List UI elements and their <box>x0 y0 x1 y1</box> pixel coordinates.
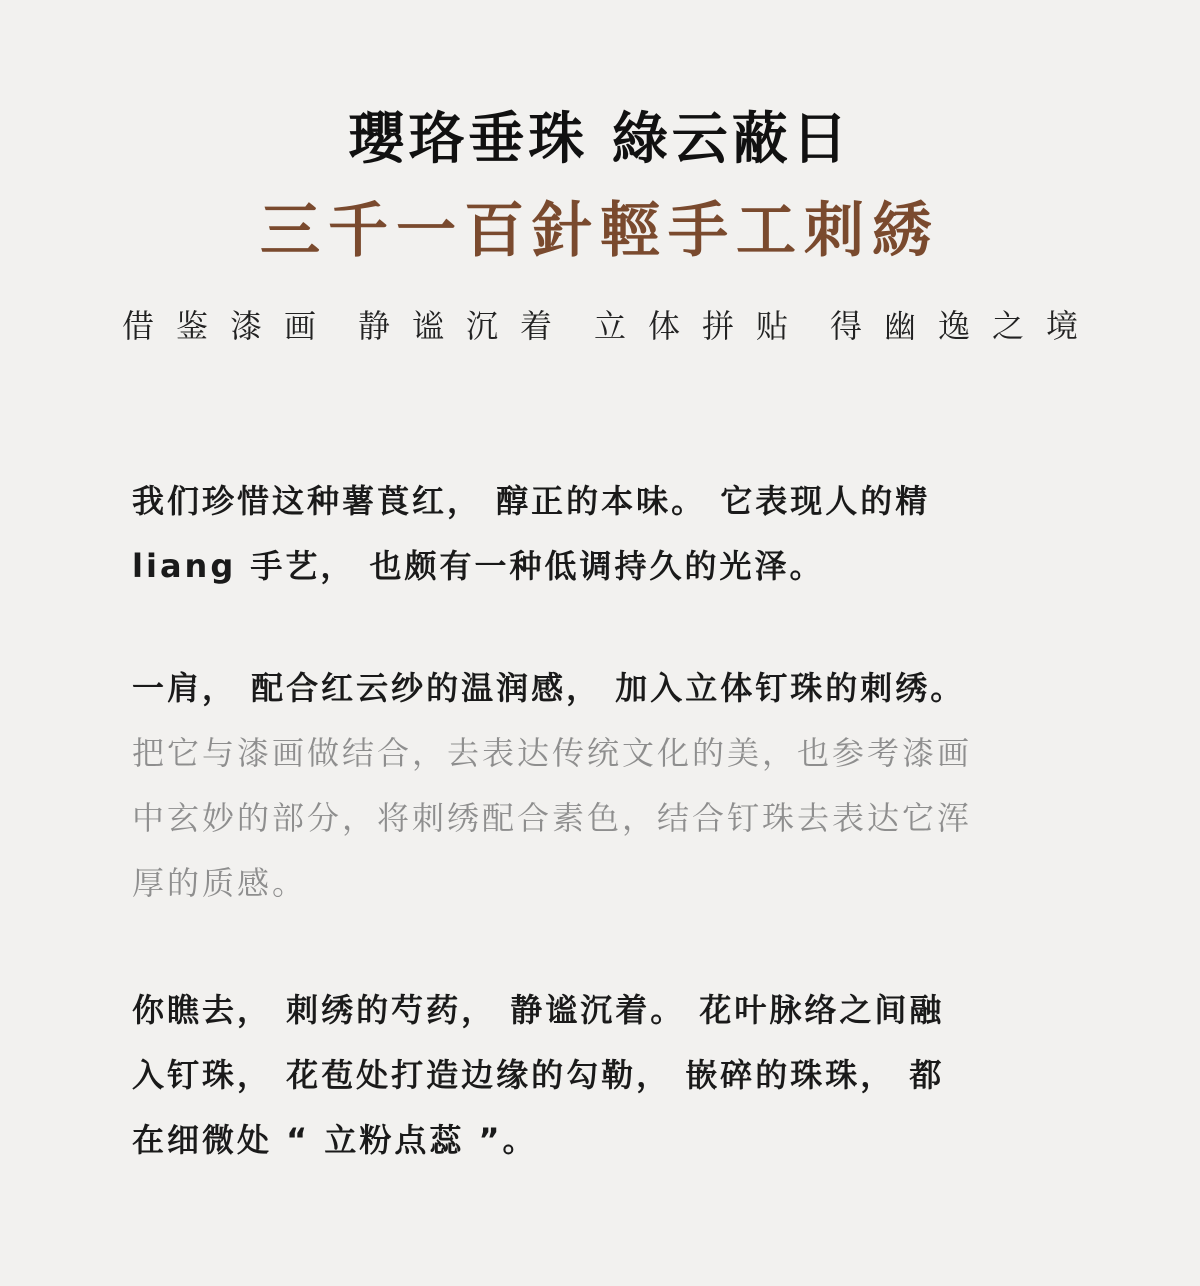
paragraph-line: 把它与漆画做结合，去表达传统文化的美，也参考漆画 <box>132 734 973 772</box>
paragraph-2 <box>132 656 1072 916</box>
paragraph-line: 我们珍惜这种薯莨红， 醇正的本味。 它表现人的精 <box>132 482 931 520</box>
title-main: 瓔珞垂珠 綠云蔽日 <box>348 106 852 172</box>
paragraph-line: liang 手艺， 也颇有一种低调持久的光泽。 <box>132 547 825 585</box>
paragraph-line: 你瞧去， 刺绣的芍药， 静谧沉着。 花叶脉络之间融 <box>132 991 945 1029</box>
paragraph-line: 中玄妙的部分，将刺绣配合素色，结合钉珠去表达它浑 <box>132 799 973 837</box>
subtitle-phrase: 静谧沉着 <box>357 307 574 345</box>
paragraph-line: 一肩， 配合红云纱的温润感， 加入立体钉珠的刺绣。 <box>132 669 966 707</box>
paragraph-line: 厚的质感。 <box>132 864 308 902</box>
title-secondary: 三千一百針輕手工刺綉 <box>260 196 940 266</box>
subtitle-phrase: 得幽逸之境 <box>830 307 1101 345</box>
subtitle-phrase: 借鉴漆画 <box>121 307 338 345</box>
subtitle-row <box>0 303 1200 349</box>
paragraph-3 <box>132 978 1072 1173</box>
paragraph-1 <box>132 469 1072 599</box>
paragraph-line: 在细微处 “ 立粉点蕊 ”。 <box>132 1121 538 1159</box>
paragraph-line: 入钉珠， 花苞处打造边缘的勾勒， 嵌碎的珠珠， 都 <box>132 1056 945 1094</box>
subtitle-phrase: 立体拼贴 <box>594 307 811 345</box>
